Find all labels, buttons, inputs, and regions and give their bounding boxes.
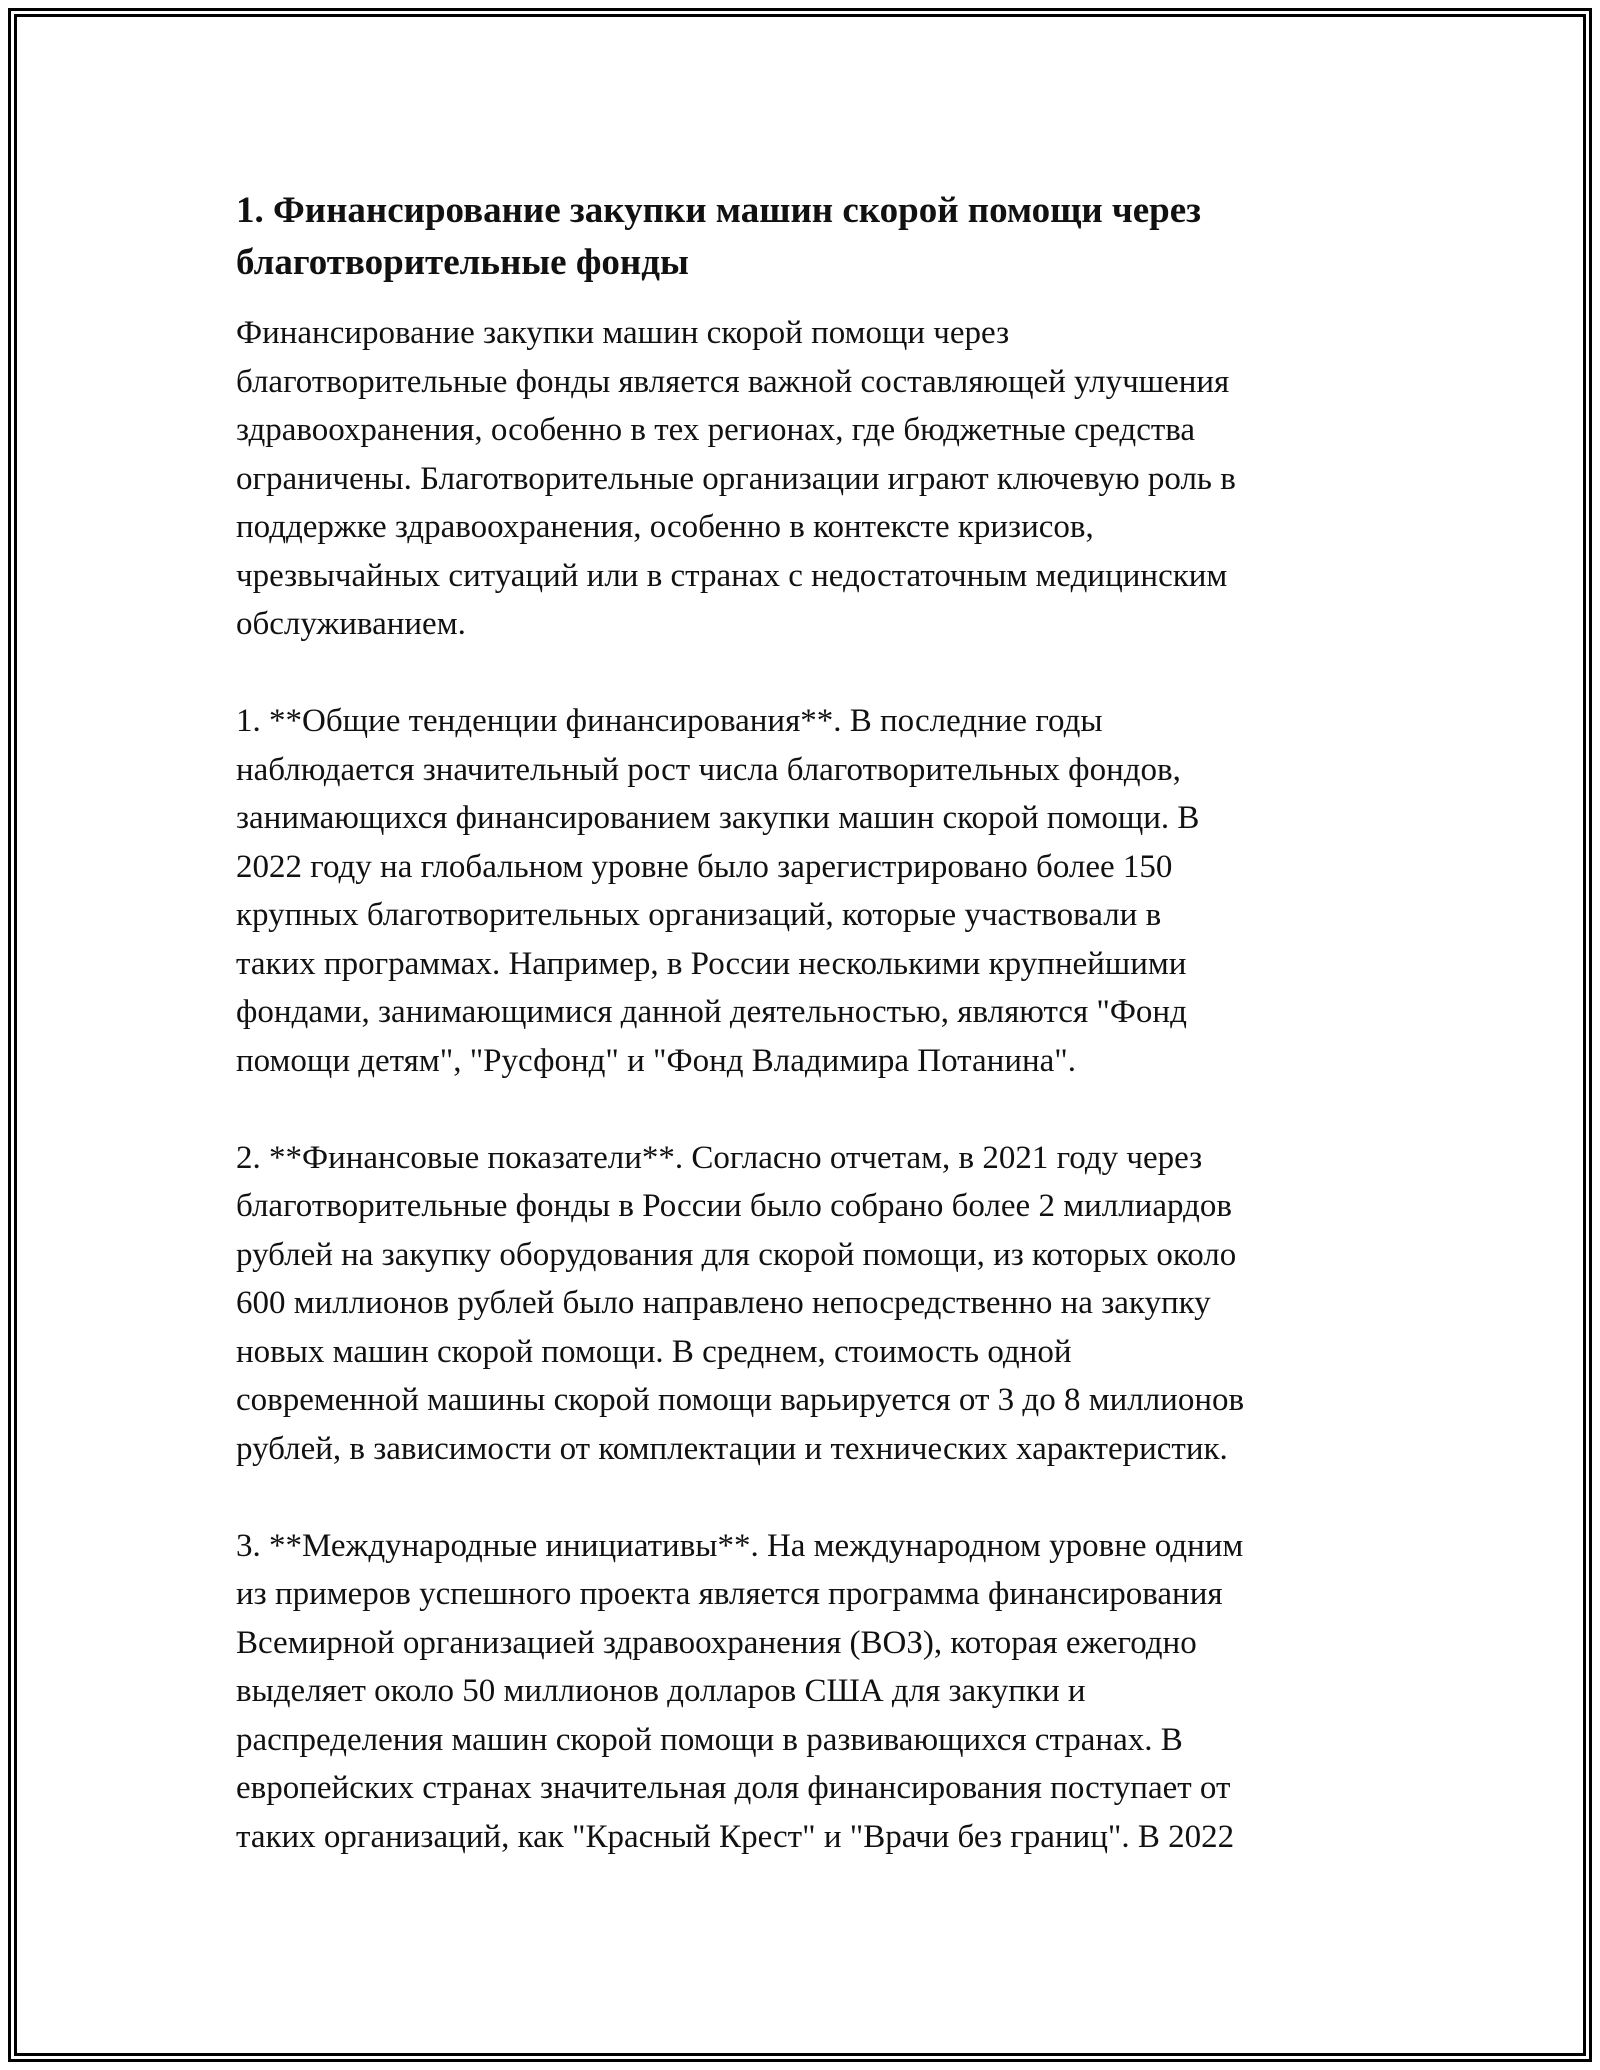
text-line: занимающихся финансированием закупки машин скорой помощи. В — [236, 800, 1200, 836]
heading-line: 1. Финансирование закупки машин скорой помощи через — [236, 190, 1202, 231]
text-line: выделяет около 50 миллионов долларов США для закупки и — [236, 1673, 1086, 1709]
text-line: поддержке здравоохранения, особенно в контексте кризисов, — [236, 509, 1094, 545]
text-line: таких организаций, как "Красный Крест" и "Врачи без границ". В 2022 — [236, 1818, 1235, 1855]
paragraph-gap — [236, 1085, 1366, 1134]
paragraph-gap — [236, 649, 1366, 698]
text-line: чрезвычайных ситуаций или в странах с недостаточным медицинским — [236, 557, 1228, 594]
text-line: 3. **Международные инициативы**. На международном уровне одним — [236, 1527, 1244, 1564]
heading-line: благотворительные фонды — [236, 242, 689, 283]
text-line: наблюдается значительный рост числа благотворительных фондов, — [236, 751, 1181, 788]
text-line: новых машин скорой помощи. В среднем, стоимость одной — [236, 1333, 1072, 1370]
text-line: помощи детям", "Русфонд" и "Фонд Владимира Потанина". — [236, 1042, 1077, 1079]
section-heading — [236, 185, 1366, 289]
text-line: европейских странах значительная доля финансирования поступает от — [236, 1770, 1231, 1806]
text-line: ограничены. Благотворительные организации играют ключевую роль в — [236, 460, 1236, 497]
text-line: таких программах. Например, в России несколькими крупнейшими — [236, 945, 1187, 982]
text-line: рублей на закупку оборудования для скорой помощи, из которых около — [236, 1236, 1237, 1273]
text-line: 2. **Финансовые показатели**. Согласно отчетам, в 2021 году через — [236, 1139, 1203, 1176]
text-line: 1. **Общие тенденции финансирования**. В последние годы — [236, 703, 1103, 739]
text-line: благотворительные фонды является важной составляющей улучшения — [236, 363, 1230, 400]
text-line: распределения машин скорой помощи в развивающихся странах. В — [236, 1721, 1183, 1758]
text-line: современной машины скорой помощи варьируется от 3 до 8 миллионов — [236, 1382, 1245, 1418]
intro-paragraph — [236, 309, 1366, 649]
section-1-paragraph — [236, 697, 1366, 1085]
section-2-paragraph — [236, 1134, 1366, 1474]
text-line: обслуживанием. — [236, 606, 466, 642]
text-line: 600 миллионов рублей было направлено непосредственно на закупку — [236, 1285, 1211, 1321]
text-line: Финансирование закупки машин скорой помощи через — [236, 315, 1010, 351]
text-line: из примеров успешного проекта является программа финансирования — [236, 1576, 1223, 1612]
document-body — [236, 185, 1366, 1861]
paragraph-gap — [236, 1473, 1366, 1522]
text-line: здравоохранения, особенно в тех регионах, где бюджетные средства — [236, 412, 1196, 448]
text-line: Всемирной организацией здравоохранения (ВОЗ), которая ежегодно — [236, 1624, 1197, 1661]
text-line: фондами, занимающимися данной деятельностью, являются "Фонд — [236, 994, 1187, 1030]
text-line: благотворительные фонды в России было собрано более 2 миллиардов — [236, 1188, 1232, 1224]
text-line: рублей, в зависимости от комплектации и технических характеристик. — [236, 1430, 1228, 1467]
section-3-paragraph — [236, 1522, 1366, 1862]
text-line: 2022 году на глобальном уровне было зарегистрировано более 150 — [236, 848, 1173, 885]
text-line: крупных благотворительных организаций, которые участвовали в — [236, 897, 1162, 933]
